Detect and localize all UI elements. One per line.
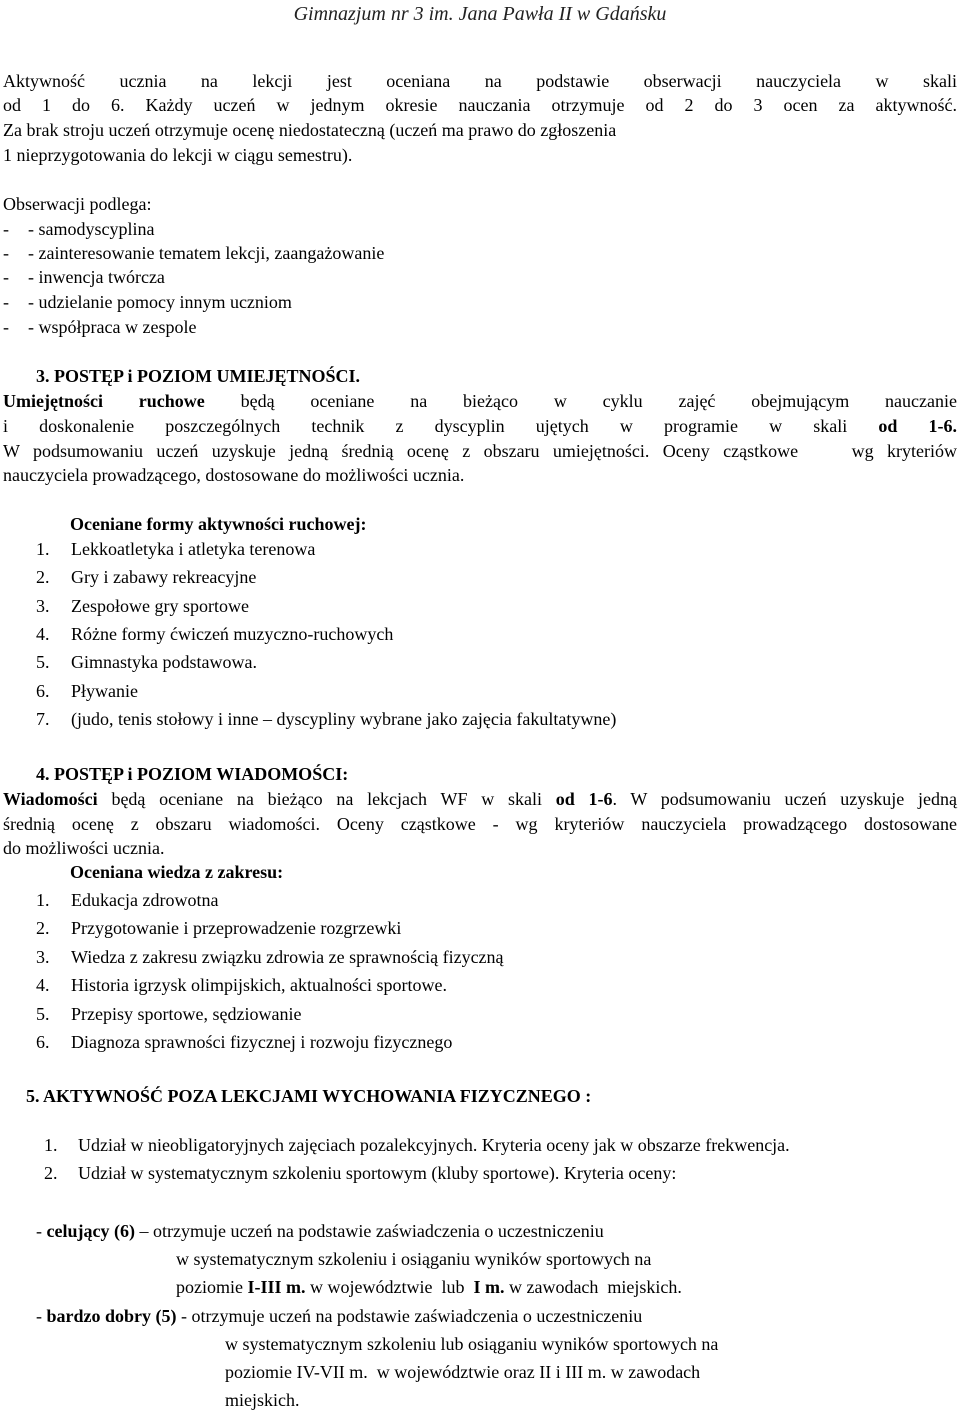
list-item: 5. Gimnastyka podstawowa. (36, 652, 257, 672)
list-item: 4. Różne formy ćwiczeń muzyczno-ruchowych (36, 624, 394, 644)
grade-line: w systematycznym szkoleniu lub osiąganiu wyników sportowych na (225, 1334, 719, 1354)
intro-line-1: Aktywność ucznia na lekcji jest oceniana na podstawie obserwacji nauczyciela w skali (3, 71, 957, 91)
section-3-line-2: i doskonalenie poszczególnych technik z dyscyplin ujętych w programie w skali od 1-6. (3, 416, 957, 436)
section-3-line-4: nauczyciela prowadzącego, dostosowane do możliwości ucznia. (3, 465, 465, 485)
grade-line: - bardzo dobry (5) - otrzymuje uczeń na podstawie zaświadczenia o uczestniczeniu (36, 1306, 643, 1326)
knowledge-title: Oceniana wiedza z zakresu: (70, 862, 284, 882)
list-item: 7. (judo, tenis stołowy i inne – dyscypliny wybrane jako zajęcia fakultatywne) (36, 709, 617, 729)
list-item: 6. Diagnoza sprawności fizycznej i rozwoju fizycznego (36, 1032, 453, 1052)
list-item: 5. Przepisy sportowe, sędziowanie (36, 1004, 302, 1024)
list-item: 2. Udział w systematycznym szkoleniu sportowym (kluby sportowe). Kryteria oceny: (44, 1163, 677, 1183)
observation-title: Obserwacji podlega: (3, 194, 152, 214)
section-3-line-3: W podsumowaniu uczeń uzyskuje jedną średnią ocenę z obszaru umiejętności. Oceny cząstkowe wg kryteriów (3, 441, 957, 461)
grade-line: - celujący (6) – otrzymuje uczeń na podstawie zaświadczenia o uczestniczeniu (36, 1221, 604, 1241)
section-3-heading: 3. POSTĘP i POZIOM UMIEJĘTNOŚCI. (36, 366, 361, 386)
grade-line: w systematycznym szkoleniu i osiąganiu wyników sportowych na (176, 1249, 652, 1269)
section-3-line-1: Umiejętności ruchowe będą oceniane na bieżąco w cyklu zajęć obejmującym nauczanie (3, 391, 957, 411)
intro-line-4: 1 nieprzygotowania do lekcji w ciągu semestru). (3, 145, 353, 165)
list-bullet: - (3, 219, 9, 239)
list-bullet: - (3, 292, 9, 312)
list-item: 1. Lekkoatletyka i atletyka terenowa (36, 539, 316, 559)
list-item: 6. Pływanie (36, 681, 138, 701)
list-item: - - współpraca w zespole (3, 317, 197, 337)
list-item: 4. Historia igrzysk olimpijskich, aktualności sportowe. (36, 975, 447, 995)
list-item: 3. Zespołowe gry sportowe (36, 596, 249, 616)
section-4-line-2: średnią ocenę z obszaru wiadomości. Oceny cząstkowe - wg kryteriów nauczyciela prowadzącego dostosowane (3, 814, 957, 834)
list-item: - - zainteresowanie tematem lekcji, zaangażowanie (3, 243, 385, 263)
section-4-line-3: do możliwości ucznia. (3, 838, 165, 858)
list-item: 3. Wiedza z zakresu związku zdrowia ze sprawnością fizyczną (36, 947, 504, 967)
grade-line: poziomie IV-VII m. w województwie oraz II i III m. w zawodach (225, 1362, 701, 1382)
list-item: 1. Edukacja zdrowotna (36, 890, 219, 910)
intro-line-3: Za brak stroju uczeń otrzymuje ocenę niedostateczną (uczeń ma prawo do zgłoszenia (3, 120, 617, 140)
grade-line: poziomie I-III m. w województwie lub I m. w zawodach miejskich. (176, 1277, 682, 1297)
list-item: - - samodyscyplina (3, 219, 155, 239)
list-bullet: - (3, 243, 9, 263)
list-item: - - inwencja twórcza (3, 267, 165, 287)
section-4-line-1: Wiadomości będą oceniane na bieżąco na lekcjach WF w skali od 1-6. W podsumowaniu uczeń uzyskuje jedną (3, 789, 957, 809)
list-item: - - udzielanie pomocy innym uczniom (3, 292, 292, 312)
list-item: 2. Przygotowanie i przeprowadzenie rozgrzewki (36, 918, 402, 938)
document-header: Gimnazjum nr 3 im. Jana Pawła II w Gdańsku (293, 3, 667, 25)
list-item: 1. Udział w nieobligatoryjnych zajęciach pozalekcyjnych. Kryteria oceny jak w obszarze frekwencja. (44, 1135, 790, 1155)
intro-line-2: od 1 do 6. Każdy uczeń w jednym okresie nauczania otrzymuje od 2 do 3 ocen za aktywność. (3, 95, 957, 115)
list-bullet: - (3, 317, 9, 337)
section-5-heading: 5. AKTYWNOŚĆ POZA LEKCJAMI WYCHOWANIA FIZYCZNEGO : (26, 1086, 592, 1106)
list-bullet: - (3, 267, 9, 287)
list-item: 2. Gry i zabawy rekreacyjne (36, 567, 257, 587)
forms-title: Oceniane formy aktywności ruchowej: (70, 514, 367, 534)
grade-line: miejskich. (225, 1390, 300, 1410)
section-4-heading: 4. POSTĘP i POZIOM WIADOMOŚCI: (36, 764, 349, 784)
